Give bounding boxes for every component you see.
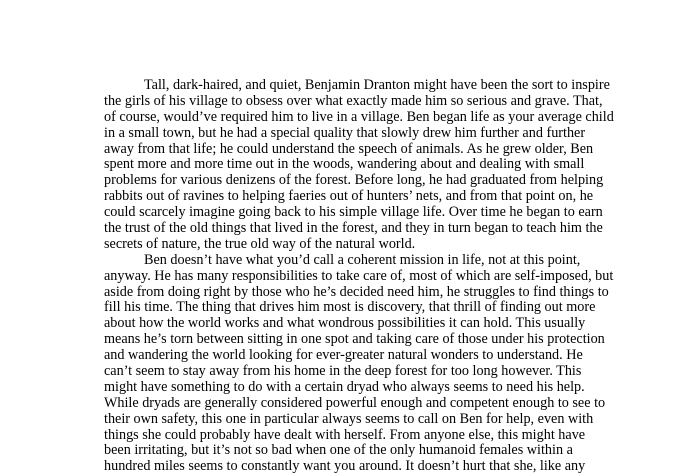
text-line: might have something to do with a certain dryad who always seems to need his help.: [104, 378, 585, 395]
text-line: in a small town, but he had a special quality that slowly drew him further and further: [104, 124, 586, 141]
text-line: been irritating, but it’s not so bad when one of the only humanoid females within a: [104, 442, 573, 459]
text-line: fill his time. The thing that drives him most is discovery, that thrill of finding out more: [104, 299, 596, 316]
text-line: things she could probably have dealt with herself. From anyone else, this might have: [104, 426, 586, 443]
text-line: secrets of nature, the true old way of the natural world.: [104, 235, 416, 252]
text-line: means he’s torn between sitting in one spot and taking care of those under his protection: [104, 331, 605, 348]
text-line: anyway. He has many responsibilities to take care of, most of which are self-imposed, but: [104, 267, 614, 284]
text-line: Ben doesn’t have what you’d call a coherent mission in life, not at this point,: [144, 251, 581, 268]
text-line: the trust of the old things that lived in the forest, and they in turn began to teach him the: [104, 220, 603, 237]
document-body: [104, 77, 614, 475]
text-line: could scarcely imagine going back to his simple village life. Over time he began to earn: [104, 204, 603, 221]
text-line: their own safety, this one in particular always seems to call on Ben for help, even with: [104, 410, 594, 427]
paragraph-2: [104, 251, 614, 475]
text-line: the girls of his village to obsess over what exactly made him so serious and grave. That,: [104, 92, 603, 109]
text-line: hundred miles seems to constantly want you around. It doesn’t hurt that she, like any: [104, 458, 586, 475]
text-line: about how the world works and what wondrous possibilities it can hold. This usually: [104, 315, 586, 332]
text-line: problems for various denizens of the forest. Before long, he had graduated from helping: [104, 172, 604, 189]
text-line: While dryads are generally considered powerful enough and competent enough to see to: [104, 394, 606, 411]
text-line: and wandering the world looking for ever-greater natural wonders to understand. He: [104, 347, 583, 364]
text-line: rabbits out of ravines to helping faeries out of hunters’ nets, and from that point on, he: [104, 188, 594, 205]
text-line: can’t seem to stay away from his home in the deep forest for too long however. This: [104, 363, 582, 380]
text-line: of course, would’ve required him to live in a village. Ben began life as your average child: [104, 108, 614, 125]
text-line: away from that life; he could understand the speech of animals. As he grew older, Ben: [104, 140, 594, 157]
text-line: spent more and more time out in the woods, wandering about and dealing with small: [104, 156, 585, 173]
text-line: aside from doing right by those who he’s decided need him, he struggles to find things to: [104, 283, 609, 300]
text-line: Tall, dark-haired, and quiet, Benjamin Dranton might have been the sort to inspire: [144, 77, 610, 93]
paragraph-1: [104, 77, 614, 253]
